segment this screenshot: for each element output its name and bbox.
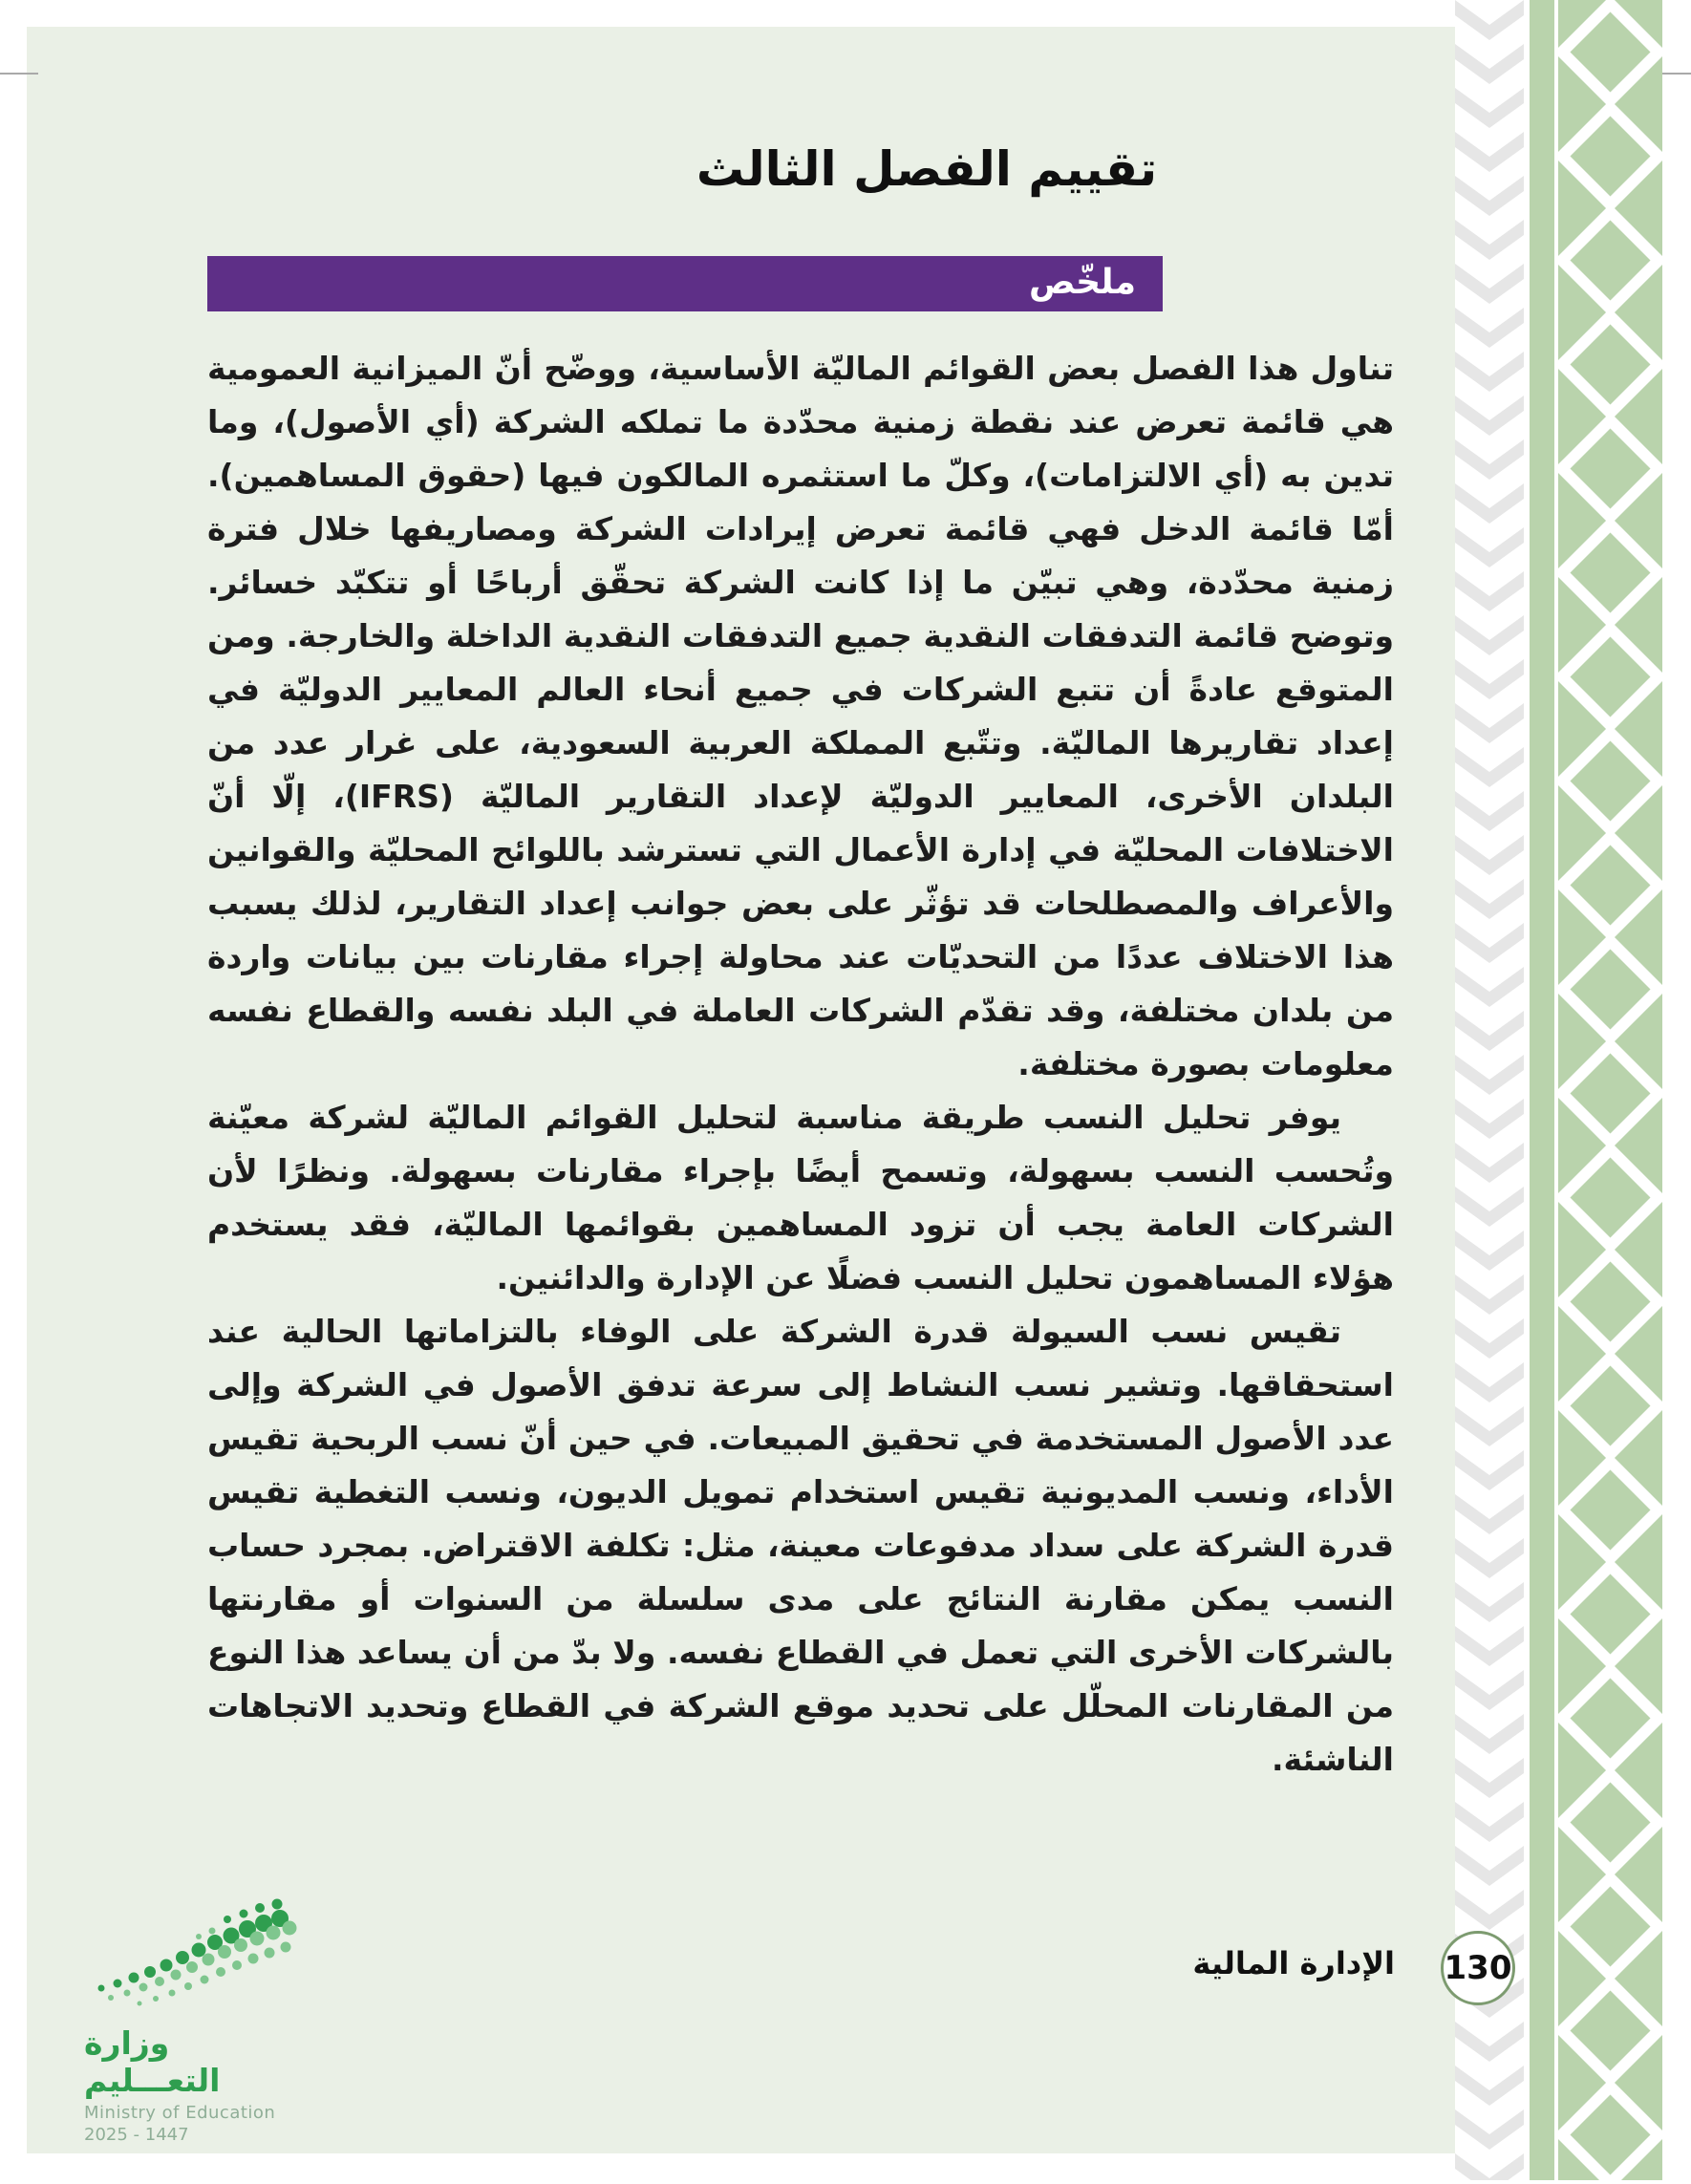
footer-section-label: الإدارة المالية — [1192, 1945, 1395, 1981]
ministry-logo-english-wordmark: Ministry of Education — [84, 2103, 276, 2123]
ministry-logo-dots — [84, 1896, 306, 2013]
summary-banner — [207, 256, 1163, 311]
ministry-logo-years: 2025 - 1447 — [84, 2125, 189, 2145]
summary-banner-label: ملخّص — [1028, 263, 1136, 302]
page-title: تقييم الفصل الثالث — [696, 141, 1158, 197]
ministry-of-education-logo — [84, 1896, 313, 2145]
body-paragraph-3: تقيس نسب السيولة قدرة الشركة على الوفاء بالتزاماتها الحالية عند استحقاقها. وتشير نسب النشاط إلى سرعة تدفق الأصول في الشركة وإلى عدد الأصول المستخدمة في تحقيق المبيعات. في حين أنّ نسب الربحية تقيس الأداء، ونسب المديونية تقيس استخدام تمويل الديون، ونسب التغطية تقيس قدرة الشركة على سداد مدفوعات معينة، مثل: تكلفة الاقتراض. بمجرد حساب النسب يمكن مقارنة النتائج على مدى سلسلة من السنوات أو مقارنتها بالشركات الأخرى التي تعمل في القطاع نفسه. ولا بدّ من أن يساعد هذا النوع من المقارنات المحلّل على تحديد موقع الشركة في القطاع وتحديد الاتجاهات الناشئة. — [207, 1313, 1394, 1778]
decorative-side-pattern — [1455, 0, 1662, 2180]
ministry-logo-arabic-wordmark: وزارة التعـــليم — [84, 2024, 221, 2099]
body-paragraph-1: تناول هذا الفصل بعض القوائم الماليّة الأساسية، ووضّح أنّ الميزانية العمومية هي قائمة تعرض عند نقطة زمنية محدّدة ما تملكه الشركة (أي الأصول)، وما تدين به (أي الالتزامات)، وكلّ ما استثمره المالكون فيها (حقوق المساهمين). أمّا قائمة الدخل فهي قائمة تعرض إيرادات الشركة ومصاريفها خلال فترة زمنية محدّدة، وهي تبيّن ما إذا كانت الشركة تحقّق أرباحًا أو تتكبّد خسائر. وتوضح قائمة التدفقات النقدية جميع التدفقات النقدية الداخلة والخارجة. ومن المتوقع عادةً أن تتبع الشركات في جميع أنحاء العالم المعايير الدوليّة في إعداد تقاريرها الماليّة. وتتّبع المملكة العربية السعودية، على غرار عدد من البلدان الأخرى، المعايير الدوليّة لإعداد التقارير الماليّة (IFRS)، إلّا أنّ الاختلافات المحليّة في إدارة الأعمال التي تسترشد باللوائح المحليّة والقوانين والأعراف والمصطلحات قد تؤثّر على بعض جوانب إعداد التقارير، لذلك يسبب هذا الاختلاف عددًا من التحديّات عند محاولة إجراء مقارنات بين بيانات واردة من بلدان مختلفة، وقد تقدّم الشركات العاملة في البلد نفسه والقطاع نفسه معلومات بصورة مختلفة. — [207, 350, 1394, 1082]
body-paragraph-2: يوفر تحليل النسب طريقة مناسبة لتحليل القوائم الماليّة لشركة معيّنة وتُحسب النسب بسهولة، وتسمح أيضًا بإجراء مقارنات بسهولة. ونظرًا لأن الشركات العامة يجب أن تزود المساهمين بقوائمها الماليّة، فقد يستخدم هؤلاء المساهمون تحليل النسب فضلًا عن الإدارة والدائنين. — [207, 1099, 1394, 1296]
crop-mark-left — [0, 73, 38, 75]
page-number-badge: 130 — [1441, 1931, 1515, 2005]
summary-body — [207, 342, 1394, 1787]
side-pattern-graphic — [1455, 0, 1662, 2180]
